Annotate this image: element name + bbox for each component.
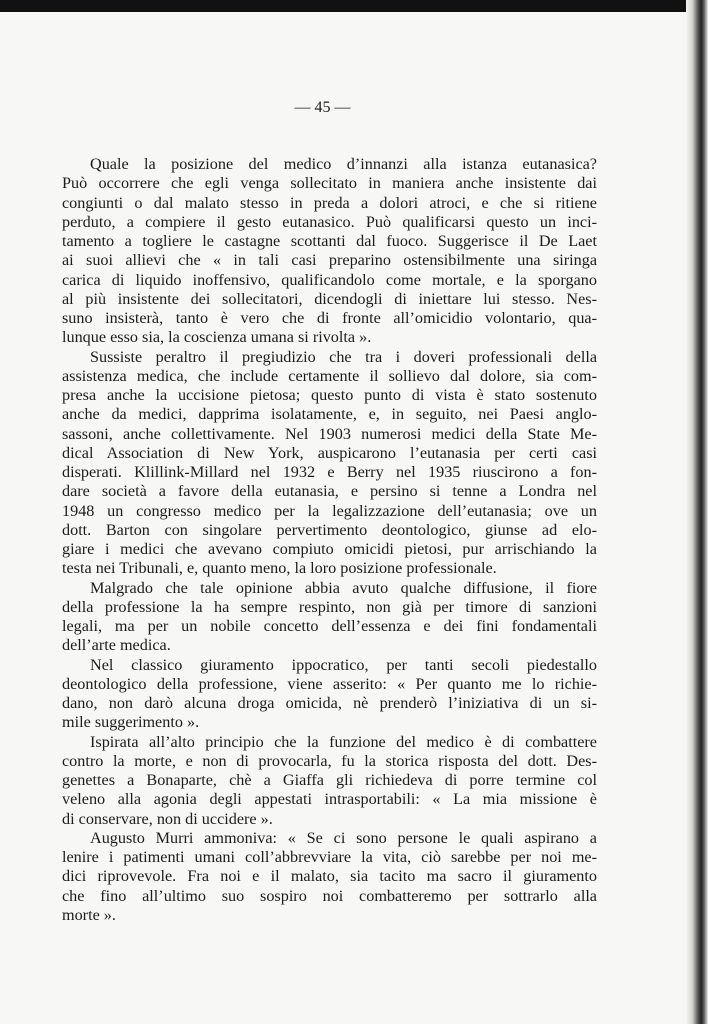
- page-number: — 45 —: [294, 99, 351, 116]
- text-line: anche da medici, dapprima isolatamente, e, in seguito, nei Paesi anglo-: [62, 405, 597, 424]
- text-line: Augusto Murri ammoniva: « Se ci sono persone le quali aspirano a: [90, 828, 597, 847]
- text-line: sassoni, anche collettivamente. Nel 1903 numerosi medici della State Me-: [62, 424, 597, 443]
- text-line: disperati. Klillink-Millard nel 1932 e Berry nel 1935 riuscirono a fon-: [62, 463, 597, 481]
- text-line: di conservare, non di uccidere ».: [62, 809, 273, 828]
- text-line: contro la morte, e non di provocarla, fu la storica risposta del dott. Des-: [62, 751, 597, 770]
- text-line: Nel classico giuramento ippocratico, per tanti secoli piedestallo: [90, 655, 597, 674]
- text-line: al più insistente dei sollecitatori, dicendogli di iniettare lui stesso. Nes-: [62, 289, 597, 308]
- paragraph: [62, 579, 597, 656]
- text-line: Sussiste peraltro il pregiudizio che tra i doveri professionali della: [90, 347, 597, 366]
- text-line: carica di liquido inoffensivo, qualificandolo come mortale, e la sporgano: [62, 270, 597, 289]
- paragraph: [62, 656, 597, 733]
- text-line: lenire i patimenti umani coll’abbrevviare la vita, ciò sarebbe per noi me-: [62, 848, 597, 866]
- text-line: giare i medici che avevano compiuto omicidi pietosi, pur arrischiando la: [62, 540, 597, 558]
- text-line: presa anche la uccisione pietosa; questo punto di vista è stato sostenuto: [62, 386, 597, 404]
- text-line: Quale la posizione del medico d’innanzi alla istanza eutanasica?: [90, 155, 597, 173]
- paragraph: [62, 155, 597, 348]
- text-line: dott. Barton con singolare pervertimento deontologico, giunse ad elo-: [62, 520, 597, 539]
- text-line: lunque esso sia, la coscienza umana si rivolta ».: [62, 328, 372, 347]
- paragraph: [62, 733, 597, 829]
- scan-top-border: [0, 0, 708, 12]
- text-line: Ispirata all’alto principio che la funzione del medico è di combattere: [90, 732, 597, 751]
- text-line: 1948 un congresso medico per la legalizzazione dell’eutanasia; ove un: [62, 501, 597, 520]
- text-line: dical Association di New York, auspicarono l’eutanasia per certi casi: [62, 443, 597, 462]
- document-body: [62, 155, 597, 925]
- book-binding-edge: [686, 0, 708, 1024]
- text-line: tamento a togliere le castagne scottanti dal fuoco. Suggerisce il De Laet: [62, 232, 597, 250]
- paragraph: [62, 348, 597, 579]
- paragraph: [62, 829, 597, 925]
- text-line: dano, non darò alcuna droga omicida, nè prenderò l’iniziativa di un si-: [62, 694, 597, 712]
- text-line: congiunti o dal malato stesso in preda a dolori atroci, e che si ritiene: [62, 193, 597, 212]
- text-line: dare società a favore della eutanasia, e persino si tenne a Londra nel: [62, 482, 597, 501]
- text-line: mile suggerimento ».: [62, 713, 200, 732]
- text-line: della professione la ha sempre respinto, non già per timore di sanzioni: [62, 597, 597, 616]
- text-line: Può occorrere che egli venga sollecitato in maniera anche insistente dai: [62, 174, 597, 193]
- text-line: dell’arte medica.: [62, 636, 171, 655]
- text-line: Malgrado che tale opinione abbia avuto qualche diffusione, il fiore: [90, 578, 597, 597]
- text-line: che fino all’ultimo suo sospiro noi combatteremo per sottrarlo alla: [62, 886, 597, 905]
- text-line: dici riprovevole. Fra noi e il malato, sia tacito ma sacro il giuramento: [62, 867, 597, 886]
- text-line: deontologico della professione, viene asserito: « Per quanto me lo richie-: [62, 674, 597, 693]
- text-line: assistenza medica, che include certamente il sollievo dal dolore, sia com-: [62, 366, 597, 385]
- text-line: genettes a Bonaparte, chè a Giaffa gli richiedeva di porre termine col: [62, 771, 597, 789]
- text-line: veleno alla agonia degli appestati intrasportabili: « La mia missione è: [62, 790, 597, 809]
- text-line: morte ».: [62, 905, 116, 924]
- text-line: suno insisterà, tanto è vero che di fronte all’omicidio volontario, qua-: [62, 309, 597, 327]
- text-line: ai suoi allievi che « in tali casi preparino ostensibilmente una siringa: [62, 251, 597, 270]
- text-line: legali, ma per un nobile concetto dell’essenza e dei fini fondamentali: [62, 617, 597, 635]
- text-line: perduto, a compiere il gesto eutanasico. Può qualificarsi questo un inci-: [62, 212, 597, 231]
- text-line: testa nei Tribunali, e, quanto meno, la loro posizione professionale.: [62, 559, 497, 578]
